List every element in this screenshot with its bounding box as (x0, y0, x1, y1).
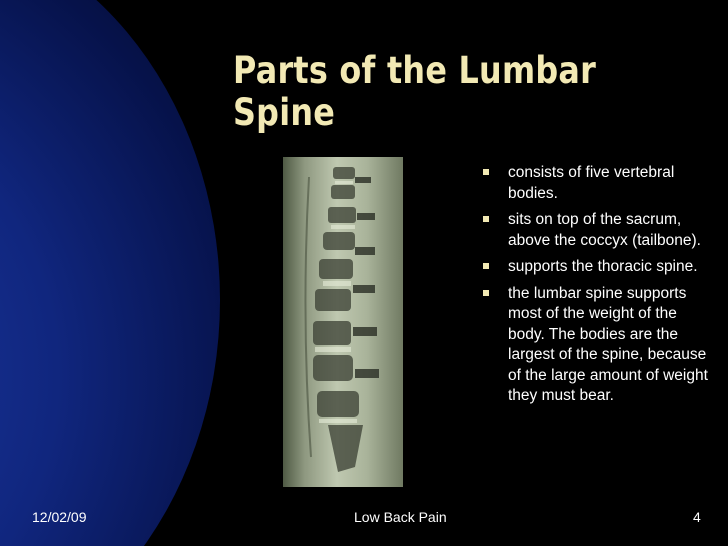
square-bullet-icon (483, 169, 489, 175)
bullet-text: consists of five vertebral bodies. (508, 164, 675, 202)
square-bullet-icon (483, 216, 489, 222)
bullet-text: sits on top of the sacrum, above the coccyx (tailbone). (508, 211, 701, 249)
bullet-item (483, 284, 708, 407)
footer-title: Low Back Pain (354, 509, 447, 525)
spine-drawing (283, 157, 403, 487)
footer-date: 12/02/09 (32, 509, 87, 525)
bullet-item (483, 257, 708, 278)
background-arc (0, 0, 220, 546)
bullet-item (483, 163, 708, 204)
lumbar-spine-illustration (283, 157, 403, 487)
square-bullet-icon (483, 290, 489, 296)
slide-title: Parts of the Lumbar Spine (233, 49, 597, 134)
bullet-list (483, 163, 708, 413)
square-bullet-icon (483, 263, 489, 269)
bullet-text: supports the thoracic spine. (508, 258, 698, 275)
bullet-text: the lumbar spine supports most of the weight of the body. The bodies are the largest of the spine, because of the large amount of weight they must bear. (508, 284, 708, 404)
page-number: 4 (693, 509, 701, 525)
bullet-item (483, 210, 708, 251)
